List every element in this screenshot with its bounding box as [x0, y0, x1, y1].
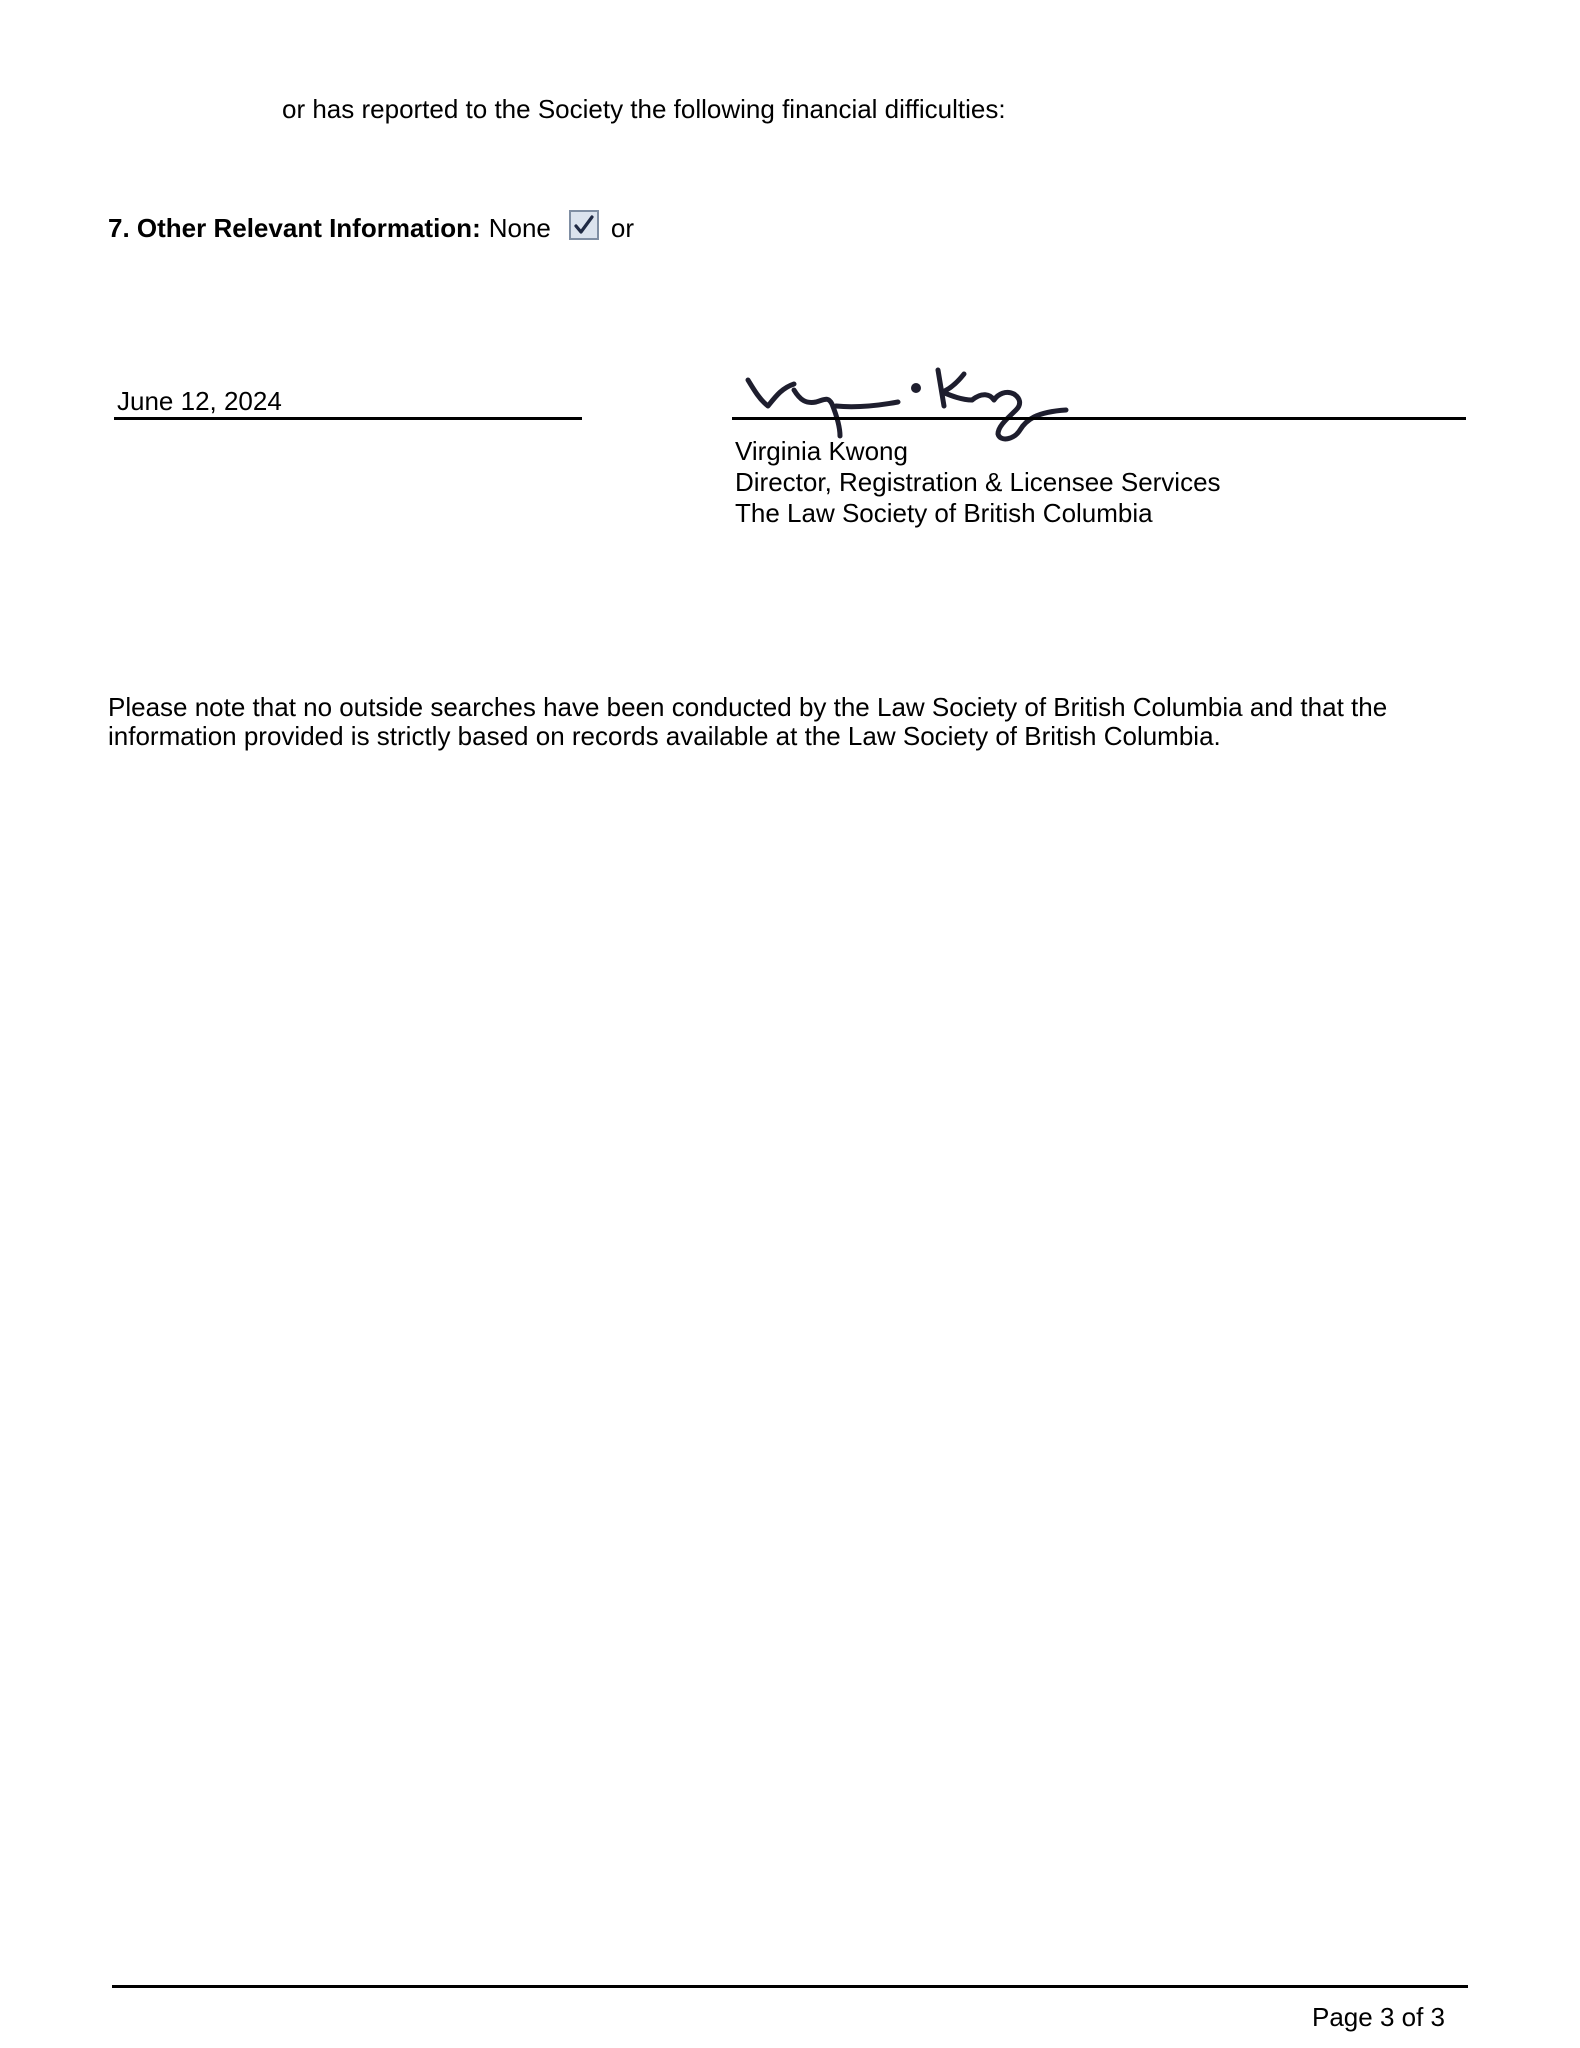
signature-date: June 12, 2024	[117, 386, 282, 416]
signer-title: Director, Registration & Licensee Services	[735, 467, 1221, 497]
handwritten-signature	[736, 360, 1076, 448]
section-7-heading: 7. Other Relevant Information:	[108, 213, 481, 243]
disclaimer-note	[108, 693, 1478, 751]
disclaimer-line-1: Please note that no outside searches have been conducted by the Law Society of British Columbia and that the	[108, 692, 1388, 722]
signer-details	[735, 436, 1221, 529]
section-7-other-relevant-information	[108, 213, 634, 243]
signer-organization: The Law Society of British Columbia	[735, 498, 1153, 528]
none-label: None	[488, 213, 551, 243]
signature-underline	[732, 417, 1466, 420]
checkmark-icon	[573, 214, 595, 236]
date-underline	[114, 417, 582, 420]
disclaimer-line-2: information provided is strictly based on records available at the Law Society of British Columbia.	[108, 721, 1221, 751]
footer-rule	[112, 1985, 1468, 1988]
none-checkbox[interactable]	[569, 210, 599, 240]
signer-name: Virginia Kwong	[735, 436, 908, 466]
financial-difficulties-continuation: or has reported to the Society the following financial difficulties:	[282, 94, 1006, 124]
page-number: Page 3 of 3	[1312, 2002, 1445, 2032]
or-label: or	[610, 213, 635, 243]
